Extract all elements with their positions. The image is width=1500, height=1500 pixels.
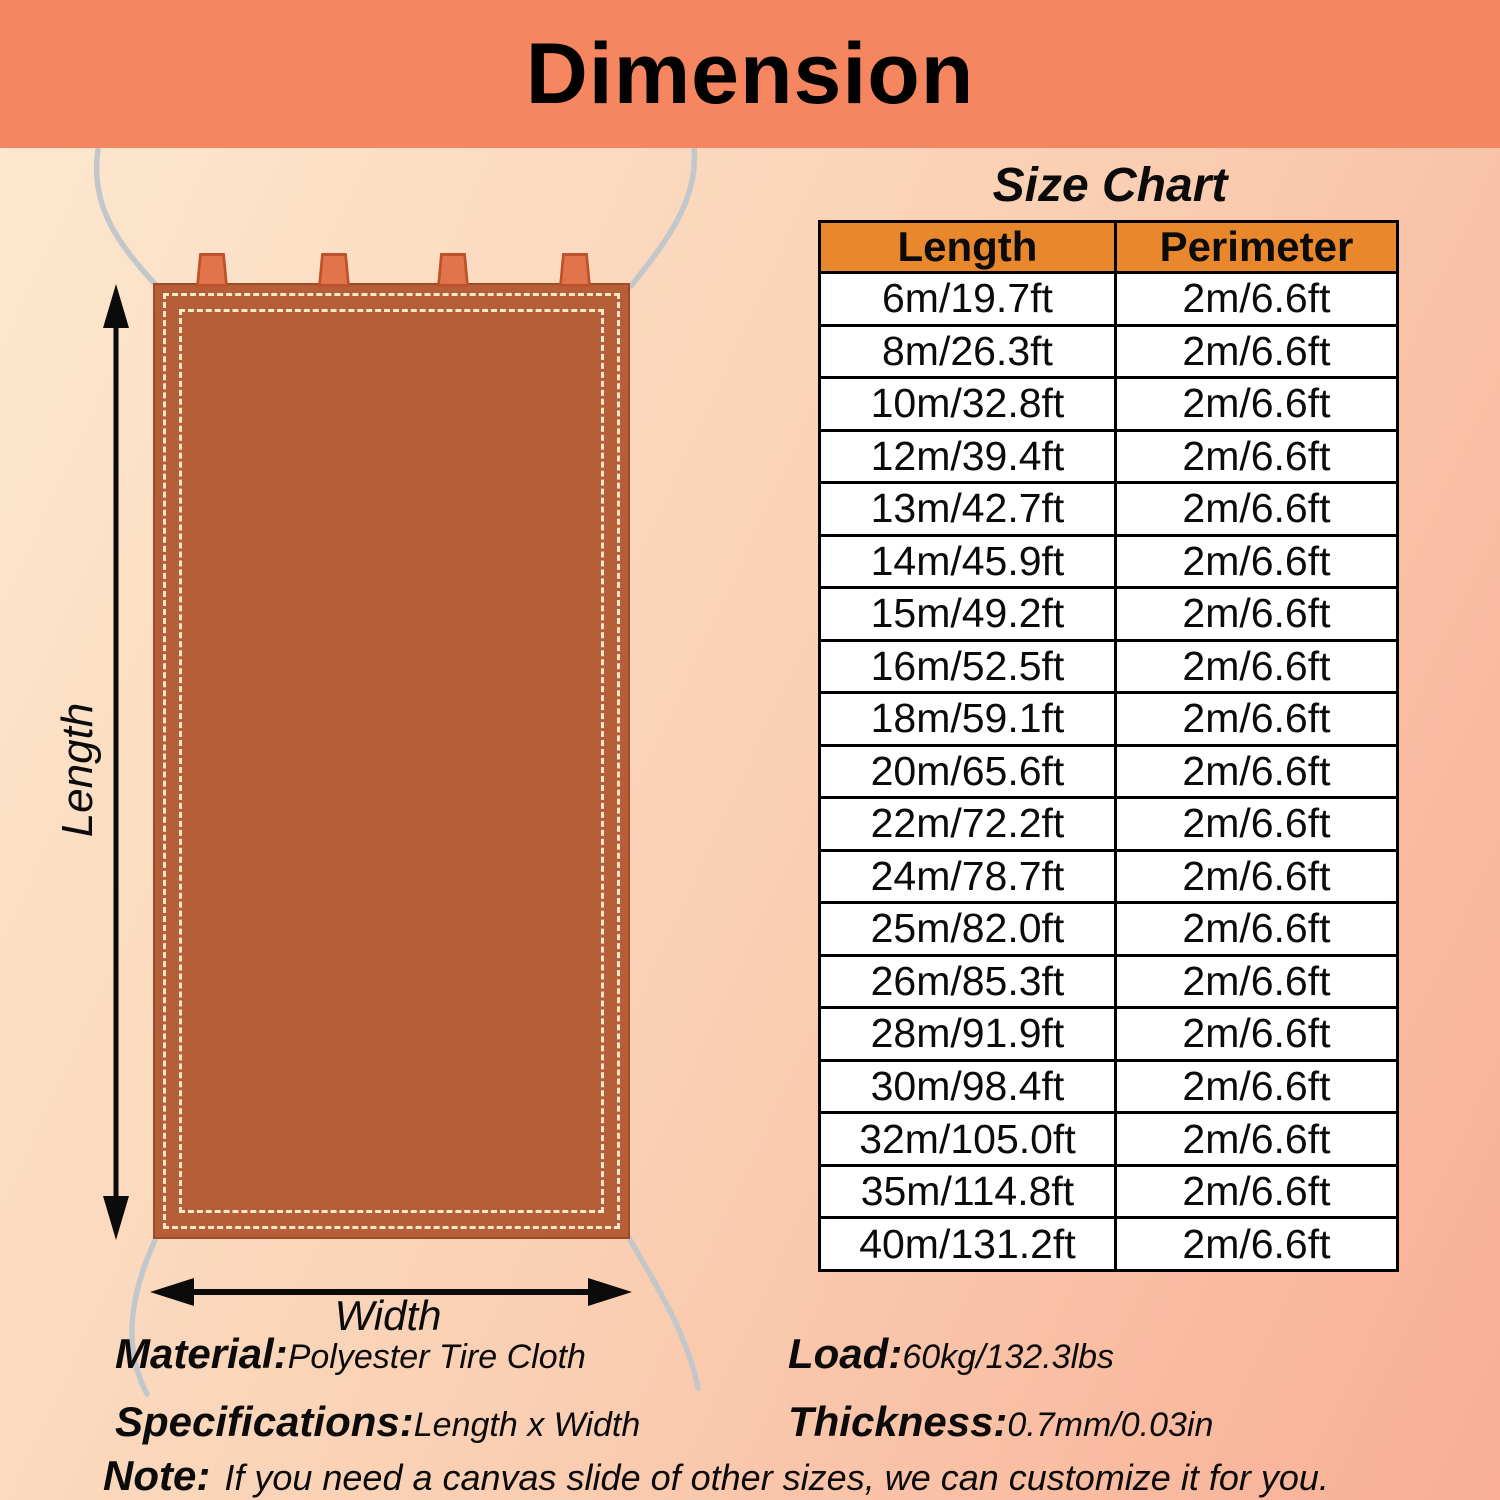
perimeter-cell: 2m/6.6ft <box>1115 430 1397 483</box>
size-chart-table <box>818 220 1399 1272</box>
length-cell: 40m/131.2ft <box>820 1218 1116 1271</box>
length-cell: 26m/85.3ft <box>820 955 1116 1008</box>
tarp-graphic <box>153 283 630 1239</box>
length-cell: 15m/49.2ft <box>820 588 1116 641</box>
load-label: Load: <box>788 1330 903 1377</box>
table-row <box>820 903 1398 956</box>
table-row <box>820 1218 1398 1271</box>
length-cell: 10m/32.8ft <box>820 378 1116 431</box>
specifications-label: Specifications: <box>115 1398 414 1445</box>
thickness-line <box>788 1398 1213 1446</box>
length-cell: 12m/39.4ft <box>820 430 1116 483</box>
note-line <box>103 1452 1329 1500</box>
table-row <box>820 1060 1398 1113</box>
thickness-label: Thickness: <box>788 1398 1008 1445</box>
rope-bottom-right <box>629 1238 698 1388</box>
perimeter-cell: 2m/6.6ft <box>1115 745 1397 798</box>
table-row <box>820 850 1398 903</box>
length-cell: 30m/98.4ft <box>820 1060 1116 1113</box>
note-value: If you need a canvas slide of other sizes, we can customize it for you. <box>224 1457 1329 1498</box>
perimeter-cell: 2m/6.6ft <box>1115 955 1397 1008</box>
perimeter-cell: 2m/6.6ft <box>1115 640 1397 693</box>
length-cell: 28m/91.9ft <box>820 1008 1116 1061</box>
length-cell: 14m/45.9ft <box>820 535 1116 588</box>
table-row <box>820 745 1398 798</box>
stitch-line-outer <box>163 293 620 1229</box>
table-row <box>820 1113 1398 1166</box>
length-cell: 18m/59.1ft <box>820 693 1116 746</box>
load-value: 60kg/132.3lbs <box>902 1338 1115 1376</box>
material-value: Polyester Tire Cloth <box>287 1338 586 1376</box>
perimeter-cell: 2m/6.6ft <box>1115 325 1397 378</box>
table-row <box>820 430 1398 483</box>
rope-top-left <box>97 150 157 286</box>
material-line <box>115 1330 586 1378</box>
hanging-strap <box>437 253 469 287</box>
table-row <box>820 483 1398 536</box>
specifications-value: Length x Width <box>413 1406 641 1444</box>
hanging-strap <box>559 253 591 287</box>
perimeter-cell: 2m/6.6ft <box>1115 483 1397 536</box>
perimeter-cell: 2m/6.6ft <box>1115 1060 1397 1113</box>
length-cell: 25m/82.0ft <box>820 903 1116 956</box>
perimeter-cell: 2m/6.6ft <box>1115 535 1397 588</box>
width-arrowhead-right-icon <box>588 1278 632 1306</box>
table-row <box>820 273 1398 326</box>
rope-top-right <box>631 148 694 286</box>
size-chart-title: Size Chart <box>992 159 1228 212</box>
length-cell: 13m/42.7ft <box>820 483 1116 536</box>
table-row <box>820 640 1398 693</box>
table-row <box>820 693 1398 746</box>
table-row <box>820 378 1398 431</box>
length-cell: 35m/114.8ft <box>820 1165 1116 1218</box>
length-cell: 20m/65.6ft <box>820 745 1116 798</box>
perimeter-cell: 2m/6.6ft <box>1115 693 1397 746</box>
length-cell: 32m/105.0ft <box>820 1113 1116 1166</box>
perimeter-cell: 2m/6.6ft <box>1115 850 1397 903</box>
perimeter-cell: 2m/6.6ft <box>1115 378 1397 431</box>
perimeter-cell: 2m/6.6ft <box>1115 588 1397 641</box>
note-label: Note: <box>103 1452 211 1499</box>
length-arrowhead-down-icon <box>103 1196 129 1240</box>
length-cell: 22m/72.2ft <box>820 798 1116 851</box>
table-row <box>820 535 1398 588</box>
length-cell: 16m/52.5ft <box>820 640 1116 693</box>
perimeter-cell: 2m/6.6ft <box>1115 1218 1397 1271</box>
length-cell: 24m/78.7ft <box>820 850 1116 903</box>
table-row <box>820 325 1398 378</box>
hanging-strap <box>196 253 228 287</box>
perimeter-cell: 2m/6.6ft <box>1115 1008 1397 1061</box>
length-label: Length <box>53 702 102 838</box>
load-line <box>788 1330 1114 1378</box>
length-cell: 6m/19.7ft <box>820 273 1116 326</box>
length-cell: 8m/26.3ft <box>820 325 1116 378</box>
specifications-line <box>115 1398 640 1446</box>
table-row <box>820 798 1398 851</box>
width-arrowhead-left-icon <box>150 1278 194 1306</box>
thickness-value: 0.7mm/0.03in <box>1007 1406 1214 1444</box>
stitch-line-inner <box>179 309 604 1213</box>
hanging-strap <box>318 253 350 287</box>
perimeter-cell: 2m/6.6ft <box>1115 903 1397 956</box>
width-label: Width <box>334 1292 442 1339</box>
table-header-row <box>820 222 1398 273</box>
length-arrowhead-up-icon <box>103 284 129 328</box>
table-row <box>820 1008 1398 1061</box>
perimeter-cell: 2m/6.6ft <box>1115 273 1397 326</box>
perimeter-cell: 2m/6.6ft <box>1115 1113 1397 1166</box>
page-title: Dimension <box>525 25 975 122</box>
column-header-length: Length <box>820 222 1116 273</box>
table-row <box>820 588 1398 641</box>
material-label: Material: <box>115 1330 288 1377</box>
column-header-perimeter: Perimeter <box>1115 222 1397 273</box>
table-row <box>820 955 1398 1008</box>
perimeter-cell: 2m/6.6ft <box>1115 798 1397 851</box>
table-row <box>820 1165 1398 1218</box>
perimeter-cell: 2m/6.6ft <box>1115 1165 1397 1218</box>
